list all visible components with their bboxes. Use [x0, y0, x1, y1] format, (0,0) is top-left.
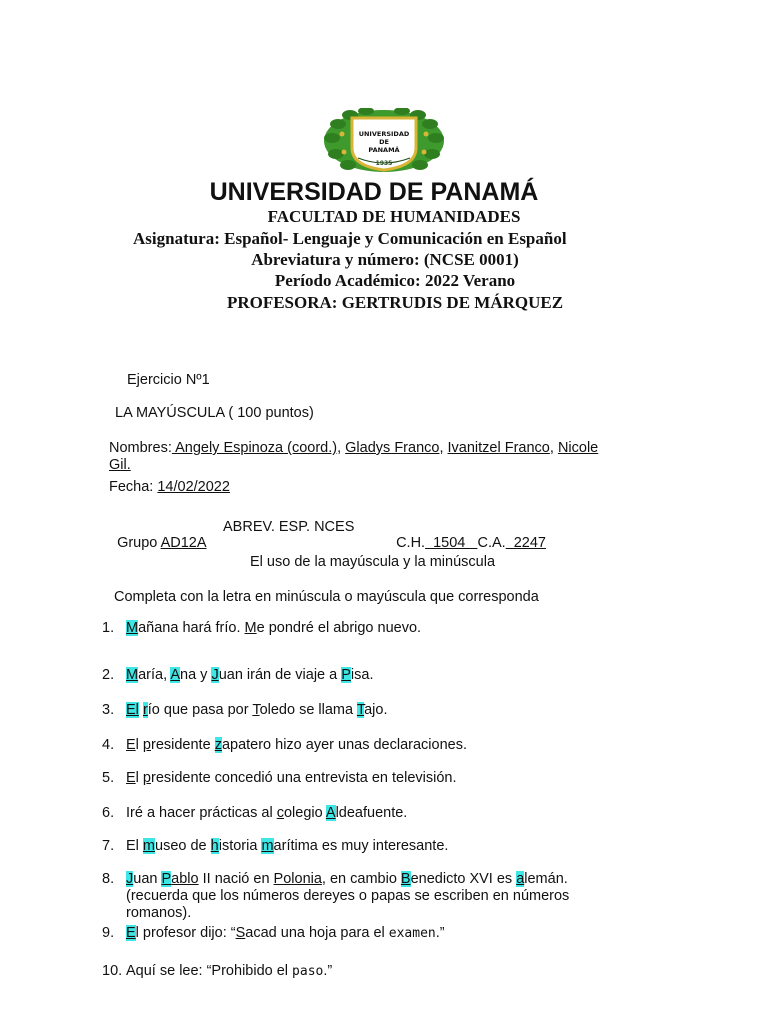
exercise-text	[126, 667, 373, 683]
exercise-number: 2.	[102, 667, 115, 683]
text-segment: oledo se llama	[259, 702, 357, 718]
highlighted-letter: m	[142, 838, 156, 854]
student-name-4: Nicole	[557, 440, 599, 456]
text-segment: isa.	[350, 667, 374, 683]
text-segment: useo de	[155, 838, 211, 854]
names-label: Nombres:	[109, 440, 172, 456]
highlighted-letter: z	[214, 737, 222, 753]
university-seal-logo	[322, 108, 446, 174]
exercise-number: 4.	[102, 737, 115, 753]
exercise-number: Ejercicio Nº1	[127, 372, 210, 388]
exercise-number: 9.	[102, 925, 115, 941]
text-segment: El	[126, 838, 143, 854]
date-line	[109, 479, 230, 495]
logo-year: 1935	[375, 160, 393, 167]
student-name-3: Ivanitzel Franco	[447, 440, 550, 456]
exercise-text	[126, 963, 332, 979]
text-segment: enedicto XVI es	[410, 871, 517, 887]
highlighted-letter: a	[516, 871, 525, 887]
exercise-number: 3.	[102, 702, 115, 718]
text-segment: ajo.	[364, 702, 388, 718]
text-segment: Iré a hacer prácticas al	[126, 805, 277, 821]
underlined-letter: T	[252, 702, 260, 718]
text-segment: aría,	[138, 667, 171, 683]
text-segment: , en cambio	[321, 871, 401, 887]
text-segment: residente	[151, 737, 215, 753]
university-title: UNIVERSIDAD DE PANAMÁ	[209, 178, 539, 206]
exercise-text	[126, 871, 568, 887]
date-value: 14/02/2022	[157, 479, 230, 495]
exercise-text	[126, 925, 445, 941]
topic-title: LA MAYÚSCULA ( 100 puntos)	[115, 405, 314, 421]
text-segment: acad una hoja para el	[245, 925, 389, 941]
exercise-number: 10.	[102, 963, 123, 979]
section-title: El uso de la mayúscula y la minúscula	[250, 554, 496, 570]
underlined-letter: E	[126, 737, 136, 753]
highlighted-letter: P	[341, 667, 351, 683]
mono-word: paso	[292, 964, 324, 979]
ch-value: 1504	[425, 535, 478, 551]
text-segment: .”	[323, 963, 333, 979]
student-name-2: Gladys Franco	[345, 440, 440, 456]
abbreviation-line: Abreviatura y número: (NCSE 0001)	[251, 250, 519, 269]
underlined-letter: c	[276, 805, 284, 821]
text-segment: apatero hizo ayer unas declaraciones.	[221, 737, 467, 753]
exercise-number: 5.	[102, 770, 115, 786]
group-line	[109, 519, 207, 551]
text-segment: II nació en	[198, 871, 274, 887]
group-value: AD12A	[160, 535, 207, 551]
underlined-letter: p	[142, 770, 151, 786]
exercise-number: 1.	[102, 620, 115, 636]
text-segment: istoria	[218, 838, 262, 854]
exercise-text	[126, 838, 448, 854]
ca-value: 2247	[505, 535, 546, 551]
exercise-text	[126, 737, 467, 753]
highlighted-letter: r	[142, 702, 148, 718]
text-segment: residente concedió una entrevista en televisión.	[151, 770, 457, 786]
text-segment: uan	[133, 871, 162, 887]
highlighted-letter: m	[261, 838, 274, 854]
subject-line: Asignatura: Español- Lenguaje y Comunicación en Español	[133, 229, 567, 248]
exercise-note-line: (recuerda que los números dereyes o papas se escriben en números	[126, 888, 570, 904]
underlined-letter: M	[244, 620, 257, 636]
instructions: Completa con la letra en minúscula o mayúscula que corresponda	[114, 589, 539, 605]
highlighted-letter: h	[210, 838, 219, 854]
ch-label: C.H.	[396, 535, 426, 551]
text-segment: na y	[180, 667, 212, 683]
date-label: Fecha:	[109, 479, 158, 495]
exercise-text	[126, 620, 421, 636]
exercise-text	[126, 805, 407, 821]
course-abbrev: ABREV. ESP. NCES	[223, 519, 355, 535]
names-line	[109, 440, 598, 456]
underlined-letter: E	[126, 770, 136, 786]
underlined-letter: S	[235, 925, 246, 941]
exercise-number: 7.	[102, 838, 115, 854]
logo-text-line3: PANAMÁ	[368, 146, 400, 154]
highlighted-letter: A	[325, 805, 336, 821]
underlined-letter: p	[142, 737, 151, 753]
ch-line	[388, 519, 546, 551]
student-name-1: Angely Espinoza (coord.)	[171, 440, 338, 456]
highlighted-letter: T	[356, 702, 365, 718]
text-segment: ldeafuente.	[335, 805, 408, 821]
text-segment: uan irán de viaje a	[218, 667, 342, 683]
text-segment: olegio	[283, 805, 326, 821]
faculty-name: FACULTAD DE HUMANIDADES	[267, 207, 521, 226]
mono-word: examen	[388, 926, 436, 941]
text-segment: lemán.	[524, 871, 568, 887]
highlighted-letter: P	[161, 871, 172, 887]
exercise-text	[126, 702, 388, 718]
text-segment: l	[135, 770, 143, 786]
underlined-letter: ablo	[171, 871, 199, 887]
exercise-number: 8.	[102, 871, 115, 887]
separator: ,	[337, 440, 346, 456]
highlighted-letter: E	[126, 925, 136, 941]
logo-text-line1: UNIVERSIDAD	[358, 130, 410, 138]
group-label: Grupo	[117, 535, 161, 551]
student-name-4-cont: Gil.	[109, 457, 131, 473]
logo-text-line2: DE	[379, 138, 389, 146]
highlighted-letter: B	[400, 871, 411, 887]
highlighted-letter: El	[126, 702, 139, 718]
highlighted-letter: M	[126, 667, 139, 683]
text-segment: e pondré el abrigo nuevo.	[256, 620, 422, 636]
exercise-number: 6.	[102, 805, 115, 821]
highlighted-letter: J	[211, 667, 219, 683]
highlighted-letter: A	[170, 667, 181, 683]
exercise-note-line: romanos).	[126, 905, 192, 921]
highlighted-letter: M	[126, 620, 139, 636]
ca-label: C.A.	[477, 535, 506, 551]
academic-period: Período Académico: 2022 Verano	[274, 271, 516, 290]
text-segment: .”	[435, 925, 445, 941]
text-segment: l	[135, 737, 143, 753]
separator: ,	[549, 440, 558, 456]
text-segment: ío que pasa por	[147, 702, 253, 718]
exercise-text	[126, 770, 457, 786]
text-segment: añana hará frío.	[138, 620, 245, 636]
text-segment: l profesor dijo: “	[135, 925, 236, 941]
professor-name: PROFESORA: GERTRUDIS DE MÁRQUEZ	[226, 293, 564, 312]
highlighted-letter: J	[126, 871, 134, 887]
text-segment: arítima es muy interesante.	[273, 838, 449, 854]
text-segment: Aquí se lee: “Prohibido el	[126, 963, 293, 979]
separator: ,	[439, 440, 448, 456]
underlined-letter: Polonia	[273, 871, 322, 887]
